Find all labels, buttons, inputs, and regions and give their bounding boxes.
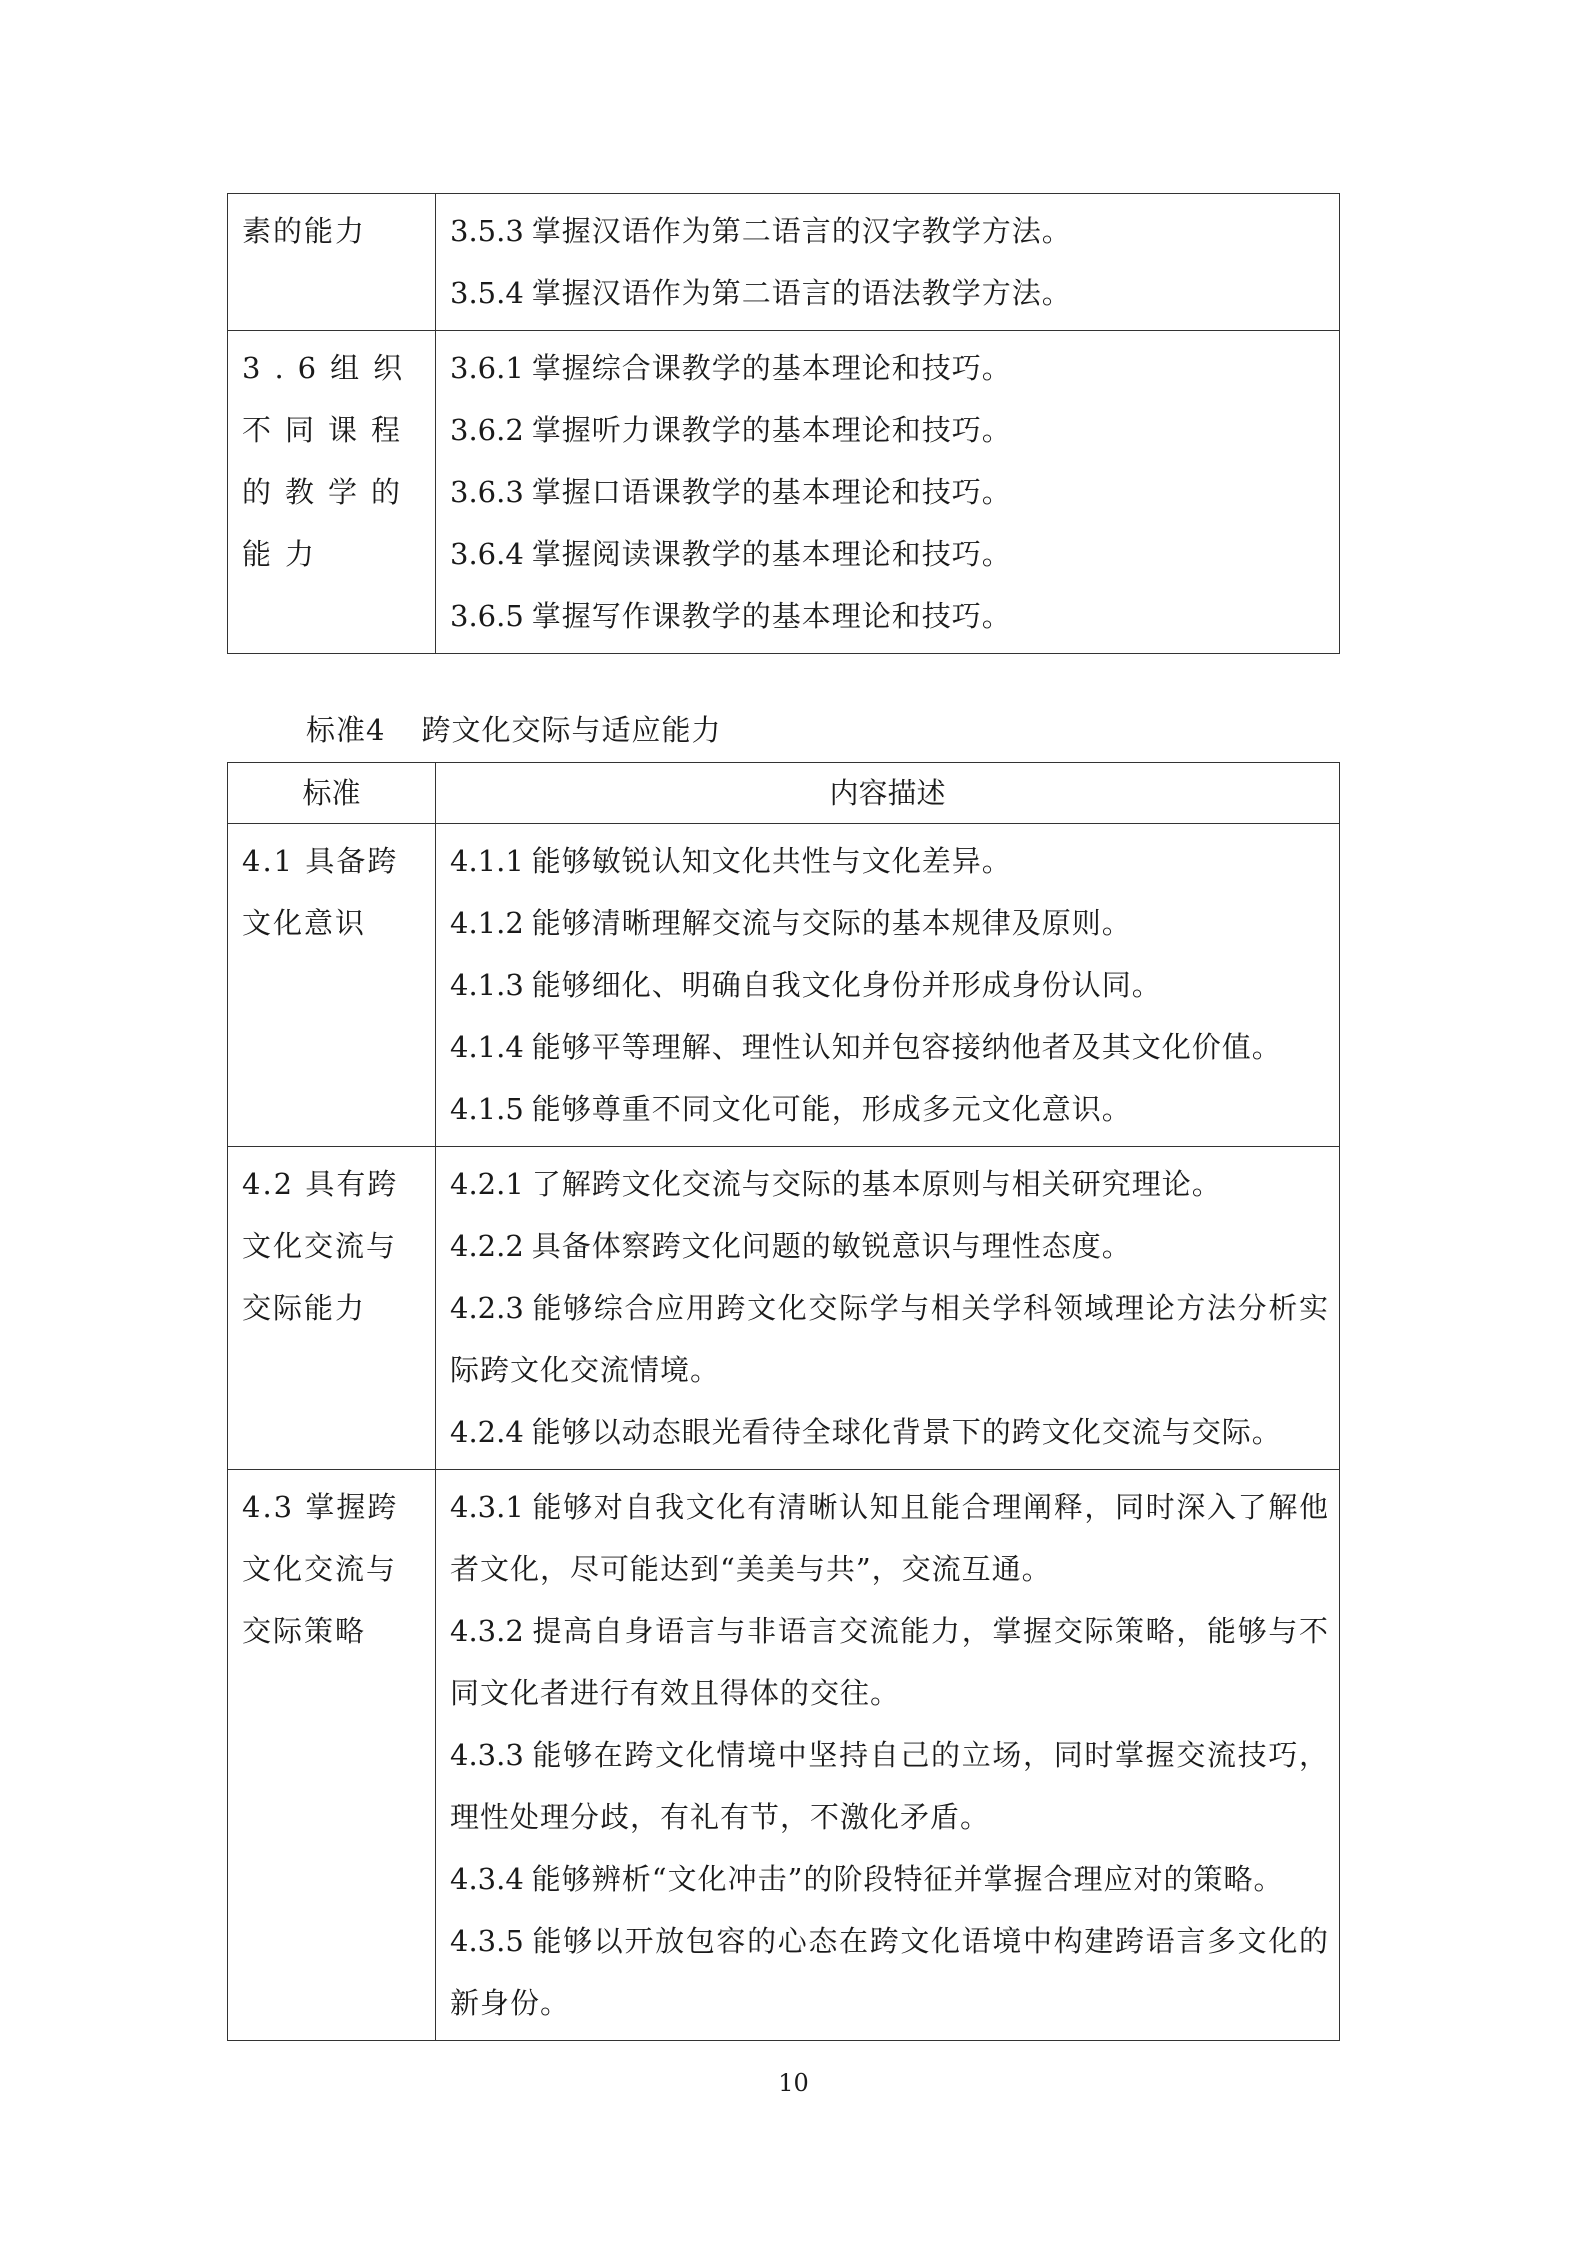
- list-item: [450, 954, 1329, 1016]
- list-item: [450, 585, 1329, 647]
- standard-4-table: [227, 762, 1340, 2041]
- description-cell: [436, 824, 1340, 1147]
- table-row: [228, 1470, 1340, 2041]
- list-item: [450, 523, 1329, 585]
- item-text: 能够尊重不同文化可能，形成多元文化意识。: [531, 1092, 1132, 1126]
- item-number: 3.6.4: [450, 537, 524, 571]
- item-number: 4.1.5: [450, 1092, 524, 1126]
- item-text: 提高自身语言与非语言交流能力，掌握交际策略，能够与不同文化者进行有效且得体的交往。: [450, 1614, 1329, 1710]
- item-text: 掌握口语课教学的基本理论和技巧。: [531, 475, 1012, 509]
- standard-label: 3.6组织不同课程的教学的能力: [242, 351, 417, 571]
- list-item: [450, 1016, 1329, 1078]
- item-text: 能够对自我文化有清晰认知且能合理阐释，同时深入了解他者文化，尽可能达到“美美与共”，交流互通。: [450, 1490, 1329, 1586]
- table-row: [228, 194, 1340, 331]
- item-number: 3.6.3: [450, 475, 524, 509]
- item-text: 能够清晰理解交流与交际的基本规律及原则。: [531, 906, 1132, 940]
- item-text: 掌握综合课教学的基本理论和技巧。: [531, 351, 1012, 385]
- list-item: [450, 830, 1329, 892]
- item-number: 4.3.4: [450, 1862, 524, 1896]
- item-text: 了解跨文化交流与交际的基本原则与相关研究理论。: [531, 1167, 1222, 1201]
- table-row: [228, 824, 1340, 1147]
- list-item: [450, 1277, 1329, 1401]
- list-item: [450, 1078, 1329, 1140]
- table-row: [228, 1147, 1340, 1470]
- table-header-row: [228, 763, 1340, 824]
- item-number: 4.3.1: [450, 1490, 524, 1524]
- item-number: 3.6.5: [450, 599, 524, 633]
- list-item: [450, 200, 1329, 262]
- item-number: 4.1.1: [450, 844, 524, 878]
- item-number: 4.1.3: [450, 968, 524, 1002]
- list-item: [450, 1215, 1329, 1277]
- standard-cell: [228, 824, 436, 1147]
- item-text: 掌握写作课教学的基本理论和技巧。: [531, 599, 1012, 633]
- item-number: 3.5.3: [450, 214, 524, 248]
- item-text: 能够以开放包容的心态在跨文化语境中构建跨语言多文化的新身份。: [450, 1924, 1329, 2020]
- standard-cell: [228, 1147, 436, 1470]
- item-number: 4.3.5: [450, 1924, 524, 1958]
- item-number: 3.6.1: [450, 351, 524, 385]
- list-item: [450, 461, 1329, 523]
- standard-cell: [228, 194, 436, 331]
- column-header-standard: 标准: [228, 763, 436, 824]
- list-item: [450, 1600, 1329, 1724]
- list-item: [450, 1476, 1329, 1600]
- item-text: 具备体察跨文化问题的敏锐意识与理性态度。: [531, 1229, 1132, 1263]
- caption-label: 标准4: [306, 713, 386, 747]
- item-number: 4.2.1: [450, 1167, 524, 1201]
- item-text: 能够平等理解、理性认知并包容接纳他者及其文化价值。: [531, 1030, 1282, 1064]
- description-cell: [436, 331, 1340, 654]
- item-number: 4.2.3: [450, 1291, 524, 1325]
- list-item: [450, 1848, 1329, 1910]
- column-header-description: 内容描述: [436, 763, 1340, 824]
- caption-title: 跨文化交际与适应能力: [421, 713, 722, 747]
- list-item: [450, 262, 1329, 324]
- item-text: 能够敏锐认知文化共性与文化差异。: [531, 844, 1012, 878]
- table-caption: [306, 705, 721, 755]
- item-text: 能够以动态眼光看待全球化背景下的跨文化交流与交际。: [531, 1415, 1282, 1449]
- list-item: [450, 1401, 1329, 1463]
- description-cell: [436, 1470, 1340, 2041]
- item-number: 4.1.2: [450, 906, 524, 940]
- standard-label: 素的能力: [242, 214, 367, 248]
- standard-cell: [228, 331, 436, 654]
- standard-label: 4.2 具有跨文化交流与交际能力: [242, 1167, 399, 1325]
- list-item: [450, 892, 1329, 954]
- item-text: 掌握阅读课教学的基本理论和技巧。: [531, 537, 1012, 571]
- description-cell: [436, 194, 1340, 331]
- standard-cell: [228, 1470, 436, 2041]
- item-number: 4.2.2: [450, 1229, 524, 1263]
- item-number: 4.1.4: [450, 1030, 524, 1064]
- item-text: 能够综合应用跨文化交际学与相关学科领域理论方法分析实际跨文化交流情境。: [450, 1291, 1329, 1387]
- list-item: [450, 337, 1329, 399]
- description-cell: [436, 1147, 1340, 1470]
- item-number: 3.5.4: [450, 276, 524, 310]
- list-item: [450, 399, 1329, 461]
- standard-3-table: [227, 193, 1340, 654]
- standard-label: 4.1 具备跨文化意识: [242, 844, 399, 940]
- list-item: [450, 1910, 1329, 2034]
- standard-label: 4.3 掌握跨文化交流与交际策略: [242, 1490, 399, 1648]
- item-text: 掌握听力课教学的基本理论和技巧。: [531, 413, 1012, 447]
- item-number: 4.2.4: [450, 1415, 524, 1449]
- list-item: [450, 1724, 1329, 1848]
- page-number: 10: [778, 2069, 809, 2097]
- item-text: 能够在跨文化情境中坚持自己的立场，同时掌握交流技巧，理性处理分歧，有礼有节，不激化矛盾。: [450, 1738, 1329, 1834]
- item-text: 能够辨析“文化冲击”的阶段特征并掌握合理应对的策略。: [531, 1862, 1284, 1896]
- item-text: 掌握汉语作为第二语言的语法教学方法。: [531, 276, 1072, 310]
- item-text: 掌握汉语作为第二语言的汉字教学方法。: [531, 214, 1072, 248]
- list-item: [450, 1153, 1329, 1215]
- item-number: 4.3.2: [450, 1614, 524, 1648]
- item-number: 3.6.2: [450, 413, 524, 447]
- item-number: 4.3.3: [450, 1738, 524, 1772]
- item-text: 能够细化、明确自我文化身份并形成身份认同。: [531, 968, 1162, 1002]
- table-row: [228, 331, 1340, 654]
